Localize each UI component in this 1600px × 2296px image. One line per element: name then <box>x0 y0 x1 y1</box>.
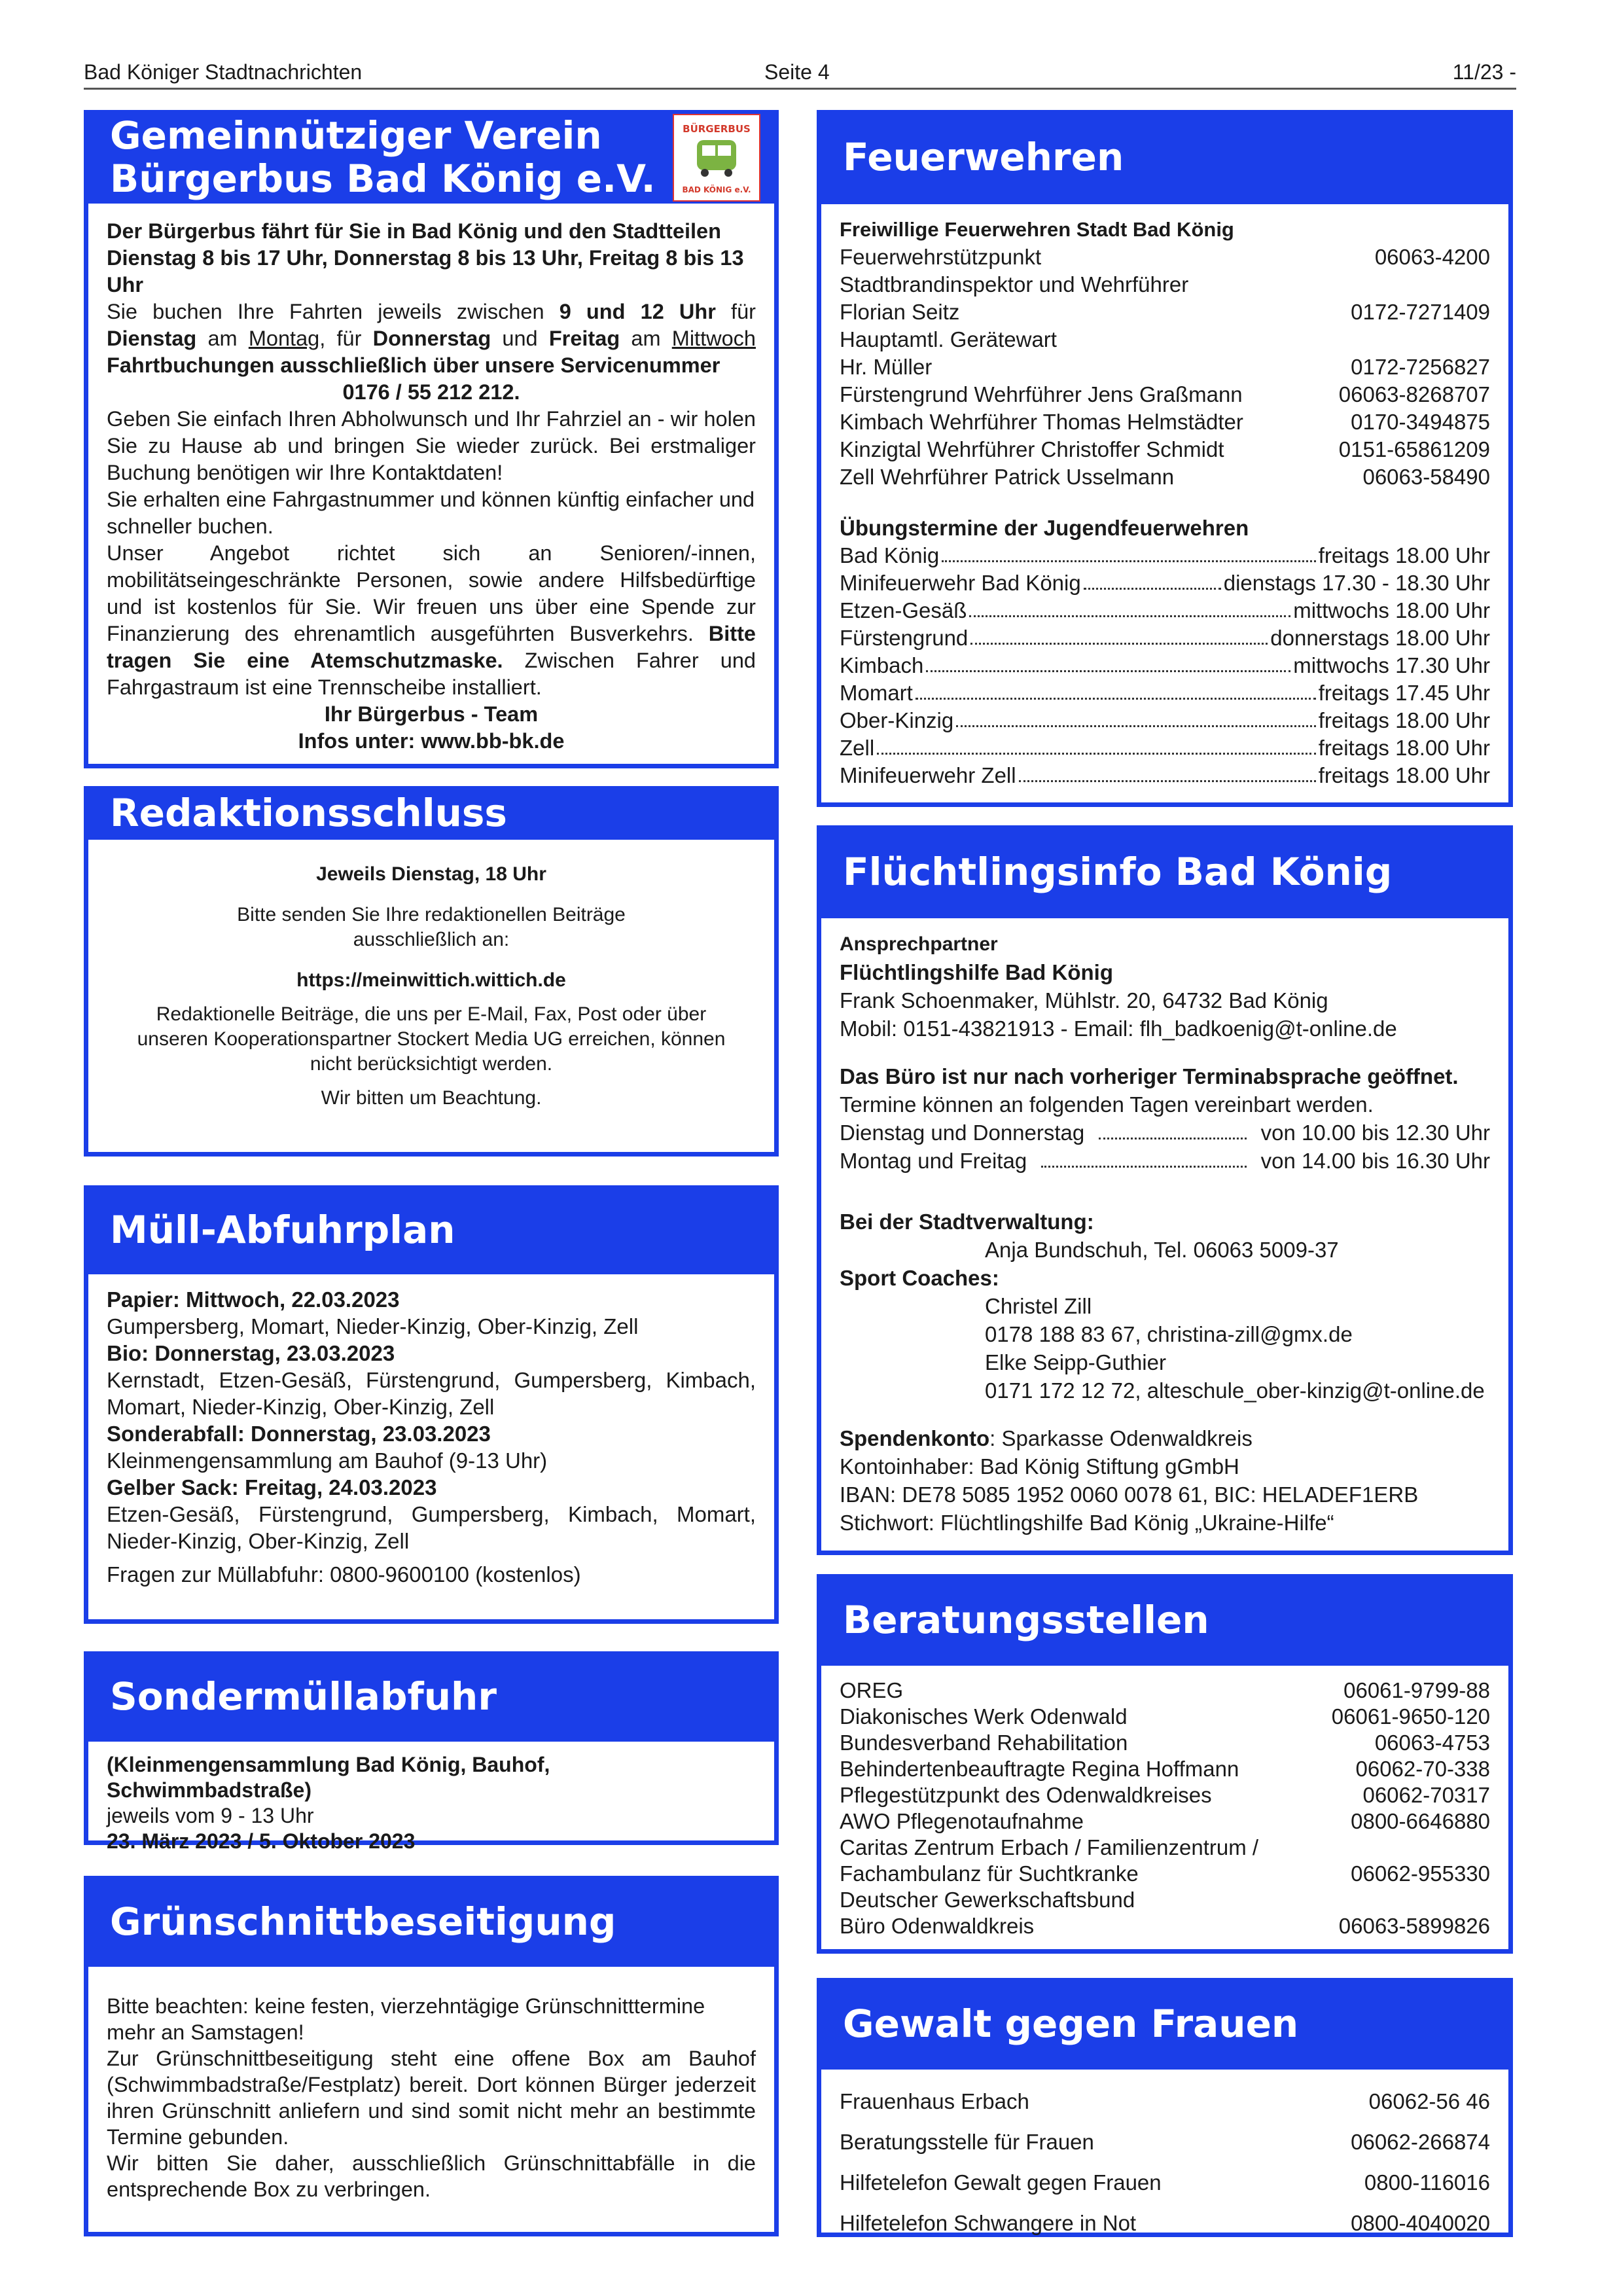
fluechtling-coach-label: Sport Coaches: <box>840 1266 999 1290</box>
jugend-row: Fürstengrund donnerstags 18.00 Uhr <box>840 626 1490 650</box>
muell-item-papier: Papier: Mittwoch, 22.03.2023 Gumpersberg, Momart, Nieder-Kinzig, Ober-Kinzig, Zell <box>107 1287 639 1338</box>
gewalt-row: Beratungsstelle für Frauen 06062-266874 <box>840 2130 1490 2154</box>
beratung-row: AWO Pflegenotaufnahme 0800-6646880 <box>840 1809 1490 1833</box>
sondermuell-title: Sondermüllabfuhr <box>84 1651 779 1742</box>
fluechtling-iban: IBAN: DE78 5085 1952 0060 0078 61, BIC: HELADEF1ERB <box>840 1482 1419 1507</box>
feuerwehr-title: Feuerwehren <box>817 110 1513 204</box>
beratung-row: Büro Odenwaldkreis 06063-5899826 <box>840 1914 1490 1938</box>
fluechtling-days: Termine können an folgenden Tagen vereinbart werden. <box>840 1092 1374 1117</box>
feuerwehr-row: Hr. Müller 0172-7256827 <box>840 355 1490 379</box>
beratung-title: Beratungsstellen <box>817 1574 1513 1666</box>
beratung-row: Deutscher Gewerkschaftsbund <box>840 1888 1135 1912</box>
gewalt-row: Hilfetelefon Schwangere in Not 0800-4040020 <box>840 2211 1490 2235</box>
feuerwehr-row: Kinzigtal Wehrführer Christoffer Schmidt 0151-65861209 <box>840 437 1490 461</box>
buergerbus-info-link[interactable]: Infos unter: www.bb-bk.de <box>298 729 565 753</box>
publication-name: Bad Königer Stadtnachrichten <box>84 60 363 84</box>
coach-name: Christel Zill <box>985 1294 1092 1318</box>
fluechtling-org: Flüchtlingshilfe Bad König <box>840 960 1113 984</box>
sondermuell-line1: (Kleinmengensammlung Bad König, Bauhof, Schwimmbadstraße) <box>107 1753 550 1802</box>
fluechtling-stichwort: Stichwort: Flüchtlingshilfe Bad König „Ukraine-Hilfe“ <box>840 1511 1334 1535</box>
buergerbus-team: Ihr Bürgerbus - Team <box>324 702 539 726</box>
svg-text:BAD KÖNIG e.V.: BAD KÖNIG e.V. <box>682 185 751 194</box>
sondermuell-box <box>84 1651 779 1853</box>
buergerbus-phone: 0176 / 55 212 212. <box>342 380 520 404</box>
redaktion-url[interactable]: https://meinwittich.wittich.de <box>296 969 566 991</box>
muell-item-gelber-sack: Gelber Sack: Freitag, 24.03.2023 Etzen-Gesäß, Fürstengrund, Gumpersberg, Kimbach, Momart, Nieder-Kinzig, Ober-Kinzig, Zell <box>107 1475 756 1553</box>
feuerwehr-box <box>817 110 1513 807</box>
issue-number: 11/23 - <box>1452 60 1516 84</box>
muell-title: Müll-Abfuhrplan <box>84 1185 779 1274</box>
jugendfeuerwehr-heading: Übungstermine der Jugendfeuerwehren <box>840 516 1249 540</box>
fluechtling-inhaber: Kontoinhaber: Bad König Stiftung gGmbH <box>840 1454 1239 1479</box>
feuerwehr-row: Feuerwehrstützpunkt 06063-4200 <box>840 245 1490 269</box>
jugend-row: Momart freitags 17.45 Uhr <box>840 681 1490 705</box>
buergerbus-title: Gemeinnütziger Verein Bürgerbus Bad König e.V. BÜRGERBUS BAD KÖNIG e.V. <box>84 110 779 204</box>
fluechtling-stadt-label: Bei der Stadtverwaltung: <box>840 1210 1094 1234</box>
gewalt-row: Hilfetelefon Gewalt gegen Frauen 0800-116016 <box>840 2170 1490 2195</box>
page-header <box>84 56 1516 90</box>
jugend-row: Ober-Kinzig freitags 18.00 Uhr <box>840 708 1490 732</box>
beratung-row: Pflegestützpunkt des Odenwaldkreises 06062-70317 <box>840 1783 1490 1807</box>
sondermuell-line3: 23. März 2023 / 5. Oktober 2023 <box>107 1829 416 1853</box>
fluechtling-spendenkonto: Spendenkonto: Sparkasse Odenwaldkreis <box>840 1426 1253 1450</box>
buergerbus-logo <box>673 114 760 202</box>
jugend-row: Minifeuerwehr Bad König dienstags 17.30 - 18.30 Uhr <box>840 571 1490 595</box>
coach-contact[interactable]: 0178 188 83 67, christina-zill@gmx.de <box>985 1322 1353 1346</box>
jugend-row: Bad König freitags 18.00 Uhr <box>840 543 1490 567</box>
fluechtling-stadt-person: Anja Bundschuh, Tel. 06063 5009-37 <box>985 1238 1339 1262</box>
muell-hotline: Fragen zur Müllabfuhr: 0800-9600100 (kostenlos) <box>107 1562 581 1587</box>
buergerbus-p3: Sie erhalten eine Fahrgastnummer und können künftig einfacher und schneller buchen. <box>107 488 755 538</box>
fluechtling-time-row: Dienstag und Donnerstag von 10.00 bis 12.30 Uhr <box>840 1119 1490 1147</box>
coach-name: Elke Seipp-Guthier <box>985 1350 1166 1374</box>
redaktion-note: Redaktionelle Beiträge, die uns per E-Mail, Fax, Post oder über unseren Kooperationspartner Stockert Media UG erreichen, können nicht berücksichtigt werden. <box>137 1003 726 1075</box>
svg-text:BÜRGERBUS: BÜRGERBUS <box>683 123 751 135</box>
gruen-title: Grünschnittbeseitigung <box>84 1876 779 1967</box>
gewalt-title: Gewalt gegen Frauen <box>817 1978 1513 2070</box>
redaktion-box <box>84 786 779 1157</box>
fluechtling-time-row: Montag und Freitag von 14.00 bis 16.30 Uhr <box>840 1147 1490 1175</box>
page-number: Seite 4 <box>764 60 830 84</box>
feuerwehr-row: Florian Seitz 0172-7271409 <box>840 300 1490 324</box>
muell-item-bio: Bio: Donnerstag, 23.03.2023 Kernstadt, Etzen-Gesäß, Fürstengrund, Gumpersberg, Kimbach, Momart, Nieder-Kinzig, Ober-Kinzig, Zell <box>107 1341 756 1419</box>
beratung-box <box>817 1574 1513 1954</box>
fluechtling-title: Flüchtlingsinfo Bad König <box>817 825 1513 918</box>
redaktion-title: Redaktionsschluss <box>84 786 779 840</box>
buergerbus-p2: Geben Sie einfach Ihren Abholwunsch und Ihr Fahrziel an - wir holen Sie zu Hause ab und bringen Sie wieder zurück. Bei erstmaliger Buchung benötigen wir Ihre Kontaktdaten! <box>107 407 756 484</box>
buergerbus-p4: Unser Angebot richtet sich an Senioren/-innen, mobilitätseingeschränkte Personen, sowie andere Hilfsbedürftige und ist kostenlos für Sie. Wir freuen uns über eine Spende zur Finanzierung des ehrenamtlich ausgeführten Busverkehrs. Bitte tragen Sie eine Atemschutzmaske. Zwischen Fahrer und Fahrgastraum ist eine Trennscheibe installiert. <box>107 541 756 699</box>
muell-box <box>84 1185 779 1624</box>
fluechtling-mobil[interactable]: Mobil: 0151-43821913 - Email: flh_badkoenig@t-online.de <box>840 1016 1397 1041</box>
jugend-row: Etzen-Gesäß mittwochs 18.00 Uhr <box>840 598 1490 622</box>
jugend-row: Minifeuerwehr Zell freitags 18.00 Uhr <box>840 763 1490 787</box>
fluechtling-contact-label: Ansprechpartner <box>840 933 998 955</box>
feuerwehr-row: Kimbach Wehrführer Thomas Helmstädter 0170-3494875 <box>840 410 1490 434</box>
feuerwehr-row: Zell Wehrführer Patrick Usselmann 06063-58490 <box>840 465 1490 489</box>
beratung-row: OREG 06061-9799-88 <box>840 1678 1490 1702</box>
gewalt-row: Frauenhaus Erbach 06062-56 46 <box>840 2089 1490 2113</box>
feuerwehr-row: Fürstengrund Wehrführer Jens Graßmann 06063-8268707 <box>840 382 1490 406</box>
beratung-row: Bundesverband Rehabilitation 06063-4753 <box>840 1731 1490 1755</box>
beratung-row: Diakonisches Werk Odenwald 06061-9650-120 <box>840 1704 1490 1729</box>
feuerwehr-heading: Freiwillige Feuerwehren Stadt Bad König <box>840 218 1234 241</box>
fluechtling-office: Das Büro ist nur nach vorheriger Terminabsprache geöffnet. <box>840 1064 1459 1088</box>
gruen-p3: Wir bitten Sie daher, ausschließlich Grünschnittabfälle in die entsprechende Box zu verbringen. <box>107 2151 756 2201</box>
gewalt-box <box>817 1978 1513 2237</box>
beratung-row: Caritas Zentrum Erbach / Familienzentrum / <box>840 1835 1259 1859</box>
muell-item-sonderabfall: Sonderabfall: Donnerstag, 23.03.2023 Kleinmengensammlung am Bauhof (9-13 Uhr) <box>107 1422 548 1473</box>
feuerwehr-row: Stadtbrandinspektor und Wehrführer <box>840 272 1189 296</box>
jugend-row: Zell freitags 18.00 Uhr <box>840 736 1490 760</box>
redaktion-deadline: Jeweils Dienstag, 18 Uhr <box>316 863 546 885</box>
gruen-p1: Bitte beachten: keine festen, vierzehntägige Grünschnitttermine mehr an Samstagen! <box>107 1994 705 2044</box>
beratung-row: Behindertenbeauftragte Regina Hoffmann 06062-70-338 <box>840 1757 1490 1781</box>
gruen-p2: Zur Grünschnittbeseitigung steht eine offene Box am Bauhof (Schwimmbadstraße/Festplatz) bereit. Dort können Bürger jederzeit ihren Grünschnitt anliefern und sind somit nicht mehr an bestimmte Termine gebunden. <box>107 2047 756 2149</box>
buergerbus-intro: Der Bürgerbus fährt für Sie in Bad König und den Stadtteilen Dienstag 8 bis 17 Uhr, Donnerstag 8 bis 13 Uhr, Freitag 8 bis 13 Uhr <box>107 219 744 296</box>
coach-contact[interactable]: 0171 172 12 72, alteschule_ober-kinzig@t-online.de <box>985 1378 1485 1403</box>
sondermuell-line2: jeweils vom 9 - 13 Uhr <box>107 1804 314 1827</box>
buergerbus-box <box>84 110 779 768</box>
feuerwehr-row: Hauptamtl. Gerätewart <box>840 327 1057 351</box>
beratung-row: Fachambulanz für Suchtkranke 06062-955330 <box>840 1861 1490 1886</box>
jugend-row: Kimbach mittwochs 17.30 Uhr <box>840 653 1490 677</box>
fluechtling-address: Frank Schoenmaker, Mühlstr. 20, 64732 Bad König <box>840 988 1328 1013</box>
redaktion-send: Bitte senden Sie Ihre redaktionellen Beiträge ausschließlich an: <box>237 904 626 950</box>
fluechtling-box <box>817 825 1513 1555</box>
buergerbus-booking: Sie buchen Ihre Fahrten jeweils zwischen 9 und 12 Uhr für Dienstag am Montag, für Donnerstag und Freitag am Mittwoch Fahrtbuchungen ausschließlich über unsere Servicenummer <box>107 300 756 377</box>
redaktion-thanks: Wir bitten um Beachtung. <box>321 1087 542 1109</box>
gruen-box <box>84 1876 779 2236</box>
